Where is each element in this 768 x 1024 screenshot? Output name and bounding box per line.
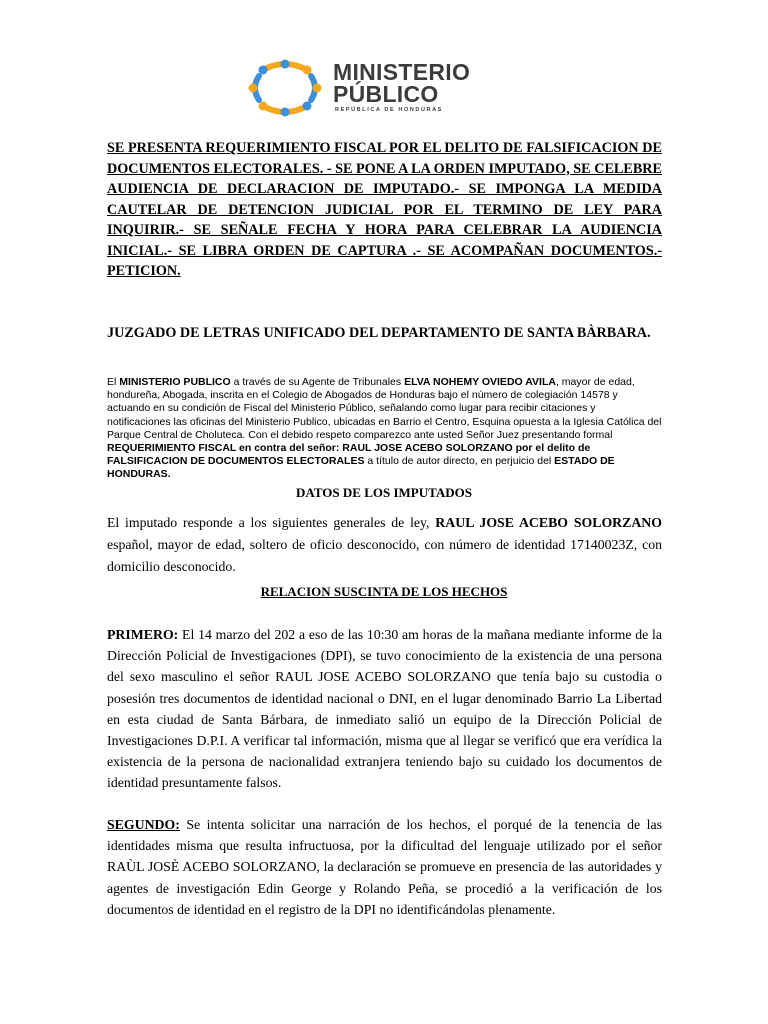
imputado-text-2: español, mayor de edad, soltero de oficio desconocido, con número de identidad 17140023Z, con domicilio desconocido. [107,537,662,574]
document-heading: SE PRESENTA REQUERIMIENTO FISCAL POR EL DELITO DE FALSIFICACION DE DOCUMENTOS ELECTORALES. - SE PONE A LA ORDEN IMPUTADO, SE CELEBRE AUDIENCIA DE DECLARACION DE IMPUTADO.- SE IMPONGA LA MEDIDA CAUTELAR DE DETENCION JUDICIAL POR EL TERMINO DE LEY PARA INQUIRIR.- SE SEÑALE FECHA Y HORA PARA CELEBRAR LA AUDIENCIA INICIAL.- SE LIBRA ORDEN DE CAPTURA .- SE ACOMPAÑAN DOCUMENTOS.- PETICION. [107,140,662,279]
intro-text-3: , mayor de edad, hondureña, Abogada, inscrita en el Colegio de Abogados de Honduras bajo el número de colegiación 14578 y actuando en su condición de Fiscal del Ministerio Público, señalando como lugar para recibir citaciones y notificaciones las oficinas del Ministerio Publico, ubicadas en Barrio el Centro, Esquina opuesta a la Iglesia Católica del Parque Central de Choluteca. Con el debido respeto comparezco ante usted Señor Juez presentando formal [107,376,662,441]
imputado-name: RAUL JOSE ACEBO SOLORZANO [435,515,662,530]
segundo-label: SEGUNDO: [107,817,180,832]
section-title-relacion: RELACION SUSCINTA DE LOS HECHOS [260,584,508,599]
intro-text-1: El [107,376,120,388]
people-circle-logo-icon [245,58,325,118]
primero-text: El 14 marzo del 202 a eso de las 10:30 am horas de la mañana mediante informe de la Dirección Policial de Investigaciones (DPI), se tuvo conocimiento de la existencia de una persona del sexo masculino el señor RAUL JOSE ACEBO SOLORZANO que tenía bajo su custodia o posesión tres documentos de identidad nacional o DNI, en el lugar denominado Barrio La Libertad en esta ciudad de Santa Bárbara, de inmediato salió un equipo de la Dirección Policial de Investigaciones D.P.I. A verificar tal información, misma que al llegar se verificó que era verídica la existencia de la persona de nacionalidad extranjera teniendo bajo su cuidado los documentos de identidad presuntamente falsos. [107,627,662,791]
intro-bold-2: ELVA NOHEMY OVIEDO AVILA [404,376,556,388]
imputado-paragraph [107,512,662,578]
court-name: JUZGADO DE LETRAS UNIFICADO DEL DEPARTAMENTO DE SANTA BÀRBARA. [107,325,651,341]
intro-bold-1: MINISTERIO PUBLICO [119,376,231,388]
intro-text-4: a título de autor directo, en perjuicio del [364,455,555,468]
intro-paragraph [107,376,662,482]
segundo-paragraph [107,814,662,920]
primero-label: PRIMERO: [107,627,179,642]
logo-title-line2: PÚBLICO [333,81,439,107]
intro-bold-4: ESTADO DE HONDURAS. [107,455,615,481]
logo-subtitle: REPÚBLICA DE HONDURAS [335,107,443,113]
logo-title-line1: MINISTERIO [333,59,471,85]
primero-paragraph [107,624,662,794]
imputado-text-1: El imputado responde a los siguientes generales de ley, [107,515,436,530]
section-title-datos: DATOS DE LOS IMPUTADOS [296,485,472,500]
segundo-text: Se intenta solicitar una narración de los hechos, el porqué de la tenencia de las identidades misma que resulta infructuosa, por la dificultad del lenguaje utilizado por el señor RAÙL JOSÈ ACEBO SOLORZANO, la declaración se promueve en presencia de las autoridades y agentes de investigación Edin George y Rolando Peña, se procedió a la verificación de los documentos de identidad en el registro de la DPI no identificándolas plenamente. [107,817,662,917]
ministerio-publico-logo [245,58,520,118]
intro-text-2: a través de su Agente de Tribunales [230,376,405,388]
intro-bold-3: REQUERIMIENTO FISCAL en contra del señor: RAUL JOSE ACEBO SOLORZANO por el delito de FALSIFICACION DE DOCUMENTOS ELECTORALES [107,442,591,468]
